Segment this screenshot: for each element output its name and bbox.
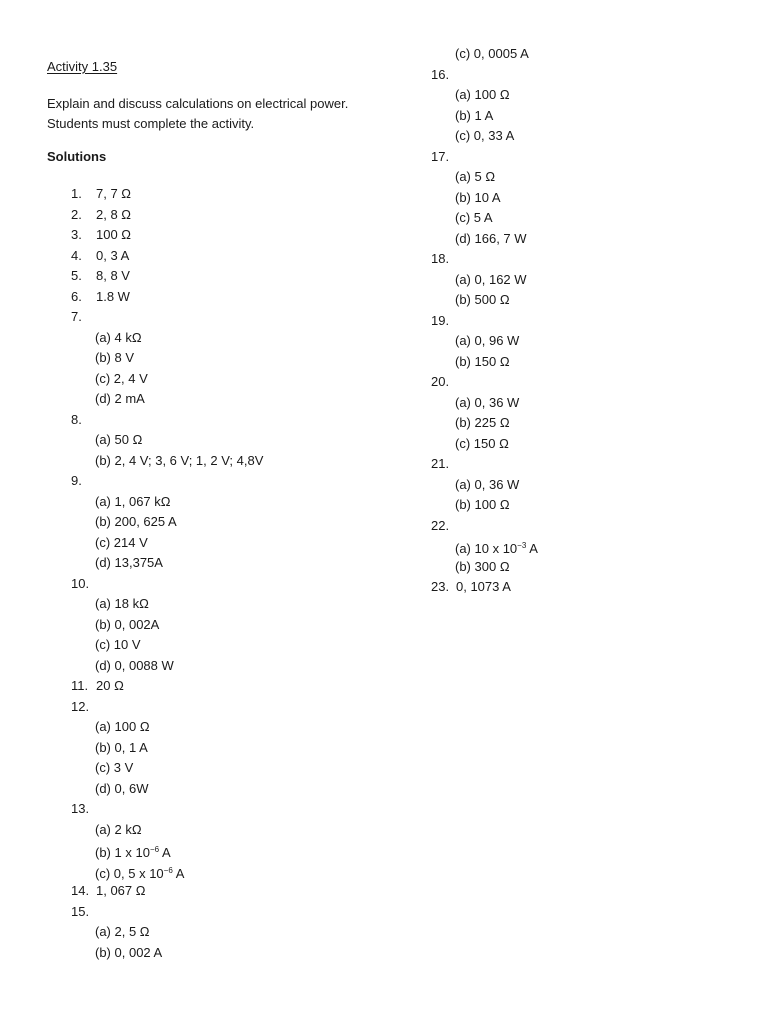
sub-label: (c)	[455, 210, 471, 225]
answer-text: 2 mA	[114, 391, 145, 406]
sub-answer	[431, 557, 538, 578]
answer-item	[431, 249, 538, 270]
exponent: −3	[517, 541, 527, 550]
sub-answer	[431, 44, 538, 65]
sub-label: (a)	[455, 271, 471, 287]
answers-column-right	[431, 44, 538, 598]
answer-number: 14.	[71, 883, 90, 898]
sub-answer	[71, 615, 263, 636]
answer-number: 6.	[71, 288, 82, 304]
answer-item	[71, 225, 263, 246]
answer-item	[71, 266, 263, 287]
answer-item	[71, 676, 263, 697]
sub-label: (b)	[455, 107, 471, 123]
answer-text: 2, 4 V	[113, 370, 148, 386]
answer-text: 8 V	[114, 350, 135, 365]
answer-text: 7, 7 Ω	[96, 186, 132, 201]
answer-item	[431, 147, 538, 168]
answer-item	[71, 246, 263, 267]
answer-text: 214 V	[113, 534, 148, 550]
answer-text: 4 kΩ	[114, 329, 142, 345]
sub-label: (d)	[455, 230, 471, 246]
sub-answer	[431, 106, 538, 127]
sub-label: (b)	[455, 292, 471, 307]
answer-text: 10 A	[474, 189, 501, 205]
sub-answer	[71, 348, 263, 369]
answer-number: 11.	[71, 678, 89, 693]
answer-item	[431, 372, 538, 393]
answer-text: 1, 067 Ω	[96, 883, 146, 898]
sub-label: (a)	[95, 329, 111, 345]
answer-unit: A	[526, 541, 538, 556]
answer-text: 150 Ω	[473, 435, 509, 451]
answer-item	[71, 287, 263, 308]
answer-text: 2, 8 Ω	[96, 206, 132, 222]
sub-answer	[431, 229, 538, 250]
sub-label: (b)	[455, 415, 471, 430]
answer-item	[71, 410, 263, 431]
sub-label: (b)	[95, 845, 111, 860]
answers-column-left	[71, 184, 263, 963]
sub-label: (c)	[95, 760, 111, 775]
answer-number: 2.	[71, 206, 82, 222]
answer-text: 50 Ω	[114, 432, 143, 447]
sub-answer	[431, 167, 538, 188]
sub-answer	[71, 369, 263, 390]
sub-answer	[71, 635, 263, 656]
sub-answer	[71, 492, 263, 513]
answer-number: 19.	[431, 312, 450, 328]
answer-text: 150 Ω	[474, 353, 510, 369]
sub-label: (b)	[95, 616, 111, 632]
sub-answer	[71, 820, 263, 841]
sub-answer	[431, 331, 538, 352]
exponent: −6	[149, 845, 160, 854]
answer-item	[71, 184, 263, 205]
answer-number: 4.	[71, 247, 82, 263]
answer-text: 8, 8 V	[96, 268, 130, 283]
answer-number: 21.	[431, 456, 450, 471]
sub-label: (a)	[455, 394, 471, 410]
answer-item	[431, 577, 538, 598]
answer-text: 166, 7 W	[474, 230, 527, 246]
sub-answer	[71, 389, 263, 410]
answer-text: 2, 4 V; 3, 6 V; 1, 2 V; 4,8V	[114, 452, 264, 468]
sub-answer	[71, 861, 263, 882]
sub-answer	[71, 922, 263, 943]
answer-text: 0, 002 A	[114, 944, 163, 960]
answer-item	[71, 902, 263, 923]
sub-answer	[431, 270, 538, 291]
sub-label: (a)	[455, 333, 471, 348]
answer-text: 10 x 10	[474, 541, 518, 556]
sub-answer	[71, 717, 263, 738]
sub-answer	[71, 451, 263, 472]
sub-answer	[71, 840, 263, 861]
sub-answer	[431, 495, 538, 516]
answer-item	[431, 516, 538, 537]
sub-label: (d)	[95, 555, 111, 570]
solutions-heading: Solutions	[47, 149, 107, 164]
sub-answer	[71, 594, 263, 615]
sub-answer	[71, 430, 263, 451]
answer-item	[71, 697, 263, 718]
answer-unit: A	[172, 865, 185, 881]
sub-answer	[71, 328, 263, 349]
sub-answer	[431, 188, 538, 209]
sub-label: (a)	[95, 596, 111, 611]
answer-text: 300 Ω	[474, 558, 510, 574]
answer-item	[431, 311, 538, 332]
activity-title: Activity 1.35	[47, 59, 118, 74]
answer-number: 17.	[431, 148, 450, 164]
answer-unit: A	[159, 845, 171, 860]
answer-number: 12.	[71, 698, 90, 714]
sub-label: (d)	[95, 657, 111, 673]
sub-answer	[431, 126, 538, 147]
answer-text: 0, 33 A	[473, 128, 515, 143]
answer-text: 0, 0088 W	[114, 657, 174, 673]
answer-text: 500 Ω	[474, 292, 510, 307]
intro-paragraph: Explain and discuss calculations on electrical power. Students must complete the activity.	[47, 96, 349, 131]
answer-text: 0, 6W	[114, 780, 149, 796]
sub-answer	[431, 85, 538, 106]
answer-number: 7.	[71, 309, 82, 324]
answer-text: 13,375A	[114, 555, 163, 570]
answer-number: 8.	[71, 411, 82, 427]
answer-text: 100 Ω	[474, 497, 510, 512]
sub-answer	[431, 208, 538, 229]
answer-text: 100 Ω	[96, 227, 132, 242]
answer-item	[431, 454, 538, 475]
answer-number: 23.	[431, 579, 450, 594]
answer-text: 10 V	[113, 637, 141, 652]
sub-answer	[71, 738, 263, 759]
sub-label: (c)	[455, 128, 471, 143]
sub-label: (b)	[95, 739, 111, 755]
sub-answer	[431, 413, 538, 434]
sub-answer	[431, 290, 538, 311]
answer-text: 1.8 W	[96, 288, 130, 304]
exponent: −6	[163, 865, 173, 875]
sub-answer	[71, 758, 263, 779]
answer-number: 13.	[71, 801, 90, 816]
answer-number: 3.	[71, 227, 82, 242]
sub-answer	[431, 393, 538, 414]
sub-answer	[431, 475, 538, 496]
answer-item	[71, 799, 263, 820]
sub-label: (b)	[95, 514, 111, 529]
answer-text: 1, 067 kΩ	[114, 493, 171, 509]
answer-text: 225 Ω	[474, 415, 510, 430]
answer-text: 200, 625 A	[114, 514, 177, 529]
answer-text: 0, 0005 A	[473, 46, 529, 61]
answer-text: 2 kΩ	[114, 821, 142, 837]
answer-number: 22.	[431, 517, 450, 533]
sub-label: (b)	[455, 353, 471, 369]
sub-label: (a)	[95, 432, 111, 447]
sub-answer	[71, 779, 263, 800]
answer-text: 0, 36 W	[474, 394, 520, 410]
sub-answer	[71, 656, 263, 677]
sub-label: (b)	[455, 189, 471, 205]
answer-text: 0, 1 A	[114, 739, 148, 755]
sub-label: (b)	[95, 452, 111, 468]
answer-text: 1 x 10	[114, 845, 150, 860]
answer-number: 1.	[71, 186, 82, 201]
sub-label: (b)	[95, 350, 111, 365]
answer-number: 18.	[431, 251, 450, 266]
answer-text: 0, 3 A	[96, 247, 130, 263]
sub-label: (b)	[455, 558, 471, 574]
answer-number: 5.	[71, 268, 82, 283]
sub-answer	[431, 434, 538, 455]
answer-text: 100 Ω	[474, 87, 510, 102]
answer-item	[71, 471, 263, 492]
answer-text: 0, 5 x 10	[113, 865, 164, 881]
answer-item	[71, 881, 263, 902]
answer-text: 0, 162 W	[474, 271, 527, 287]
answer-text: 2, 5 Ω	[114, 924, 150, 939]
answer-text: 20 Ω	[96, 678, 124, 693]
sub-label: (a)	[95, 924, 111, 939]
sub-label: (b)	[95, 944, 111, 960]
sub-label: (a)	[455, 169, 471, 184]
answer-number: 10.	[71, 575, 90, 591]
sub-answer	[71, 553, 263, 574]
answer-number: 20.	[431, 374, 450, 389]
answer-text: 1 A	[474, 107, 494, 123]
answer-item	[71, 574, 263, 595]
answer-text: 0, 002A	[114, 616, 160, 632]
answer-text: 0, 36 W	[474, 476, 520, 492]
sub-label: (a)	[455, 87, 471, 102]
answer-text: 3 V	[113, 760, 134, 775]
sub-label: (a)	[95, 719, 111, 734]
answer-item	[71, 307, 263, 328]
answer-text: 100 Ω	[114, 719, 150, 734]
answer-number: 15.	[71, 903, 90, 919]
sub-label: (c)	[455, 46, 471, 61]
answer-item	[431, 65, 538, 86]
answer-text: 18 kΩ	[114, 596, 149, 611]
sub-label: (b)	[455, 497, 471, 512]
sub-label: (a)	[95, 493, 111, 509]
answer-text: 5 A	[473, 210, 493, 225]
sub-label: (c)	[455, 435, 471, 451]
answer-number: 9.	[71, 473, 82, 488]
sub-answer	[431, 352, 538, 373]
sub-answer	[71, 943, 263, 964]
sub-answer	[71, 512, 263, 533]
sub-label: (c)	[95, 637, 111, 652]
sub-label: (c)	[95, 865, 111, 881]
sub-answer	[431, 536, 538, 557]
answer-text: 0, 1073 A	[456, 579, 511, 594]
sub-label: (c)	[95, 534, 111, 550]
answer-item	[71, 205, 263, 226]
sub-label: (d)	[95, 391, 111, 406]
sub-label: (a)	[95, 821, 111, 837]
sub-label: (d)	[95, 780, 111, 796]
sub-label: (c)	[95, 370, 111, 386]
answer-number: 16.	[431, 66, 450, 82]
sub-answer	[71, 533, 263, 554]
answer-text: 0, 96 W	[474, 333, 520, 348]
sub-label: (a)	[455, 476, 471, 492]
sub-label: (a)	[455, 541, 471, 556]
answer-text: 5 Ω	[474, 169, 496, 184]
